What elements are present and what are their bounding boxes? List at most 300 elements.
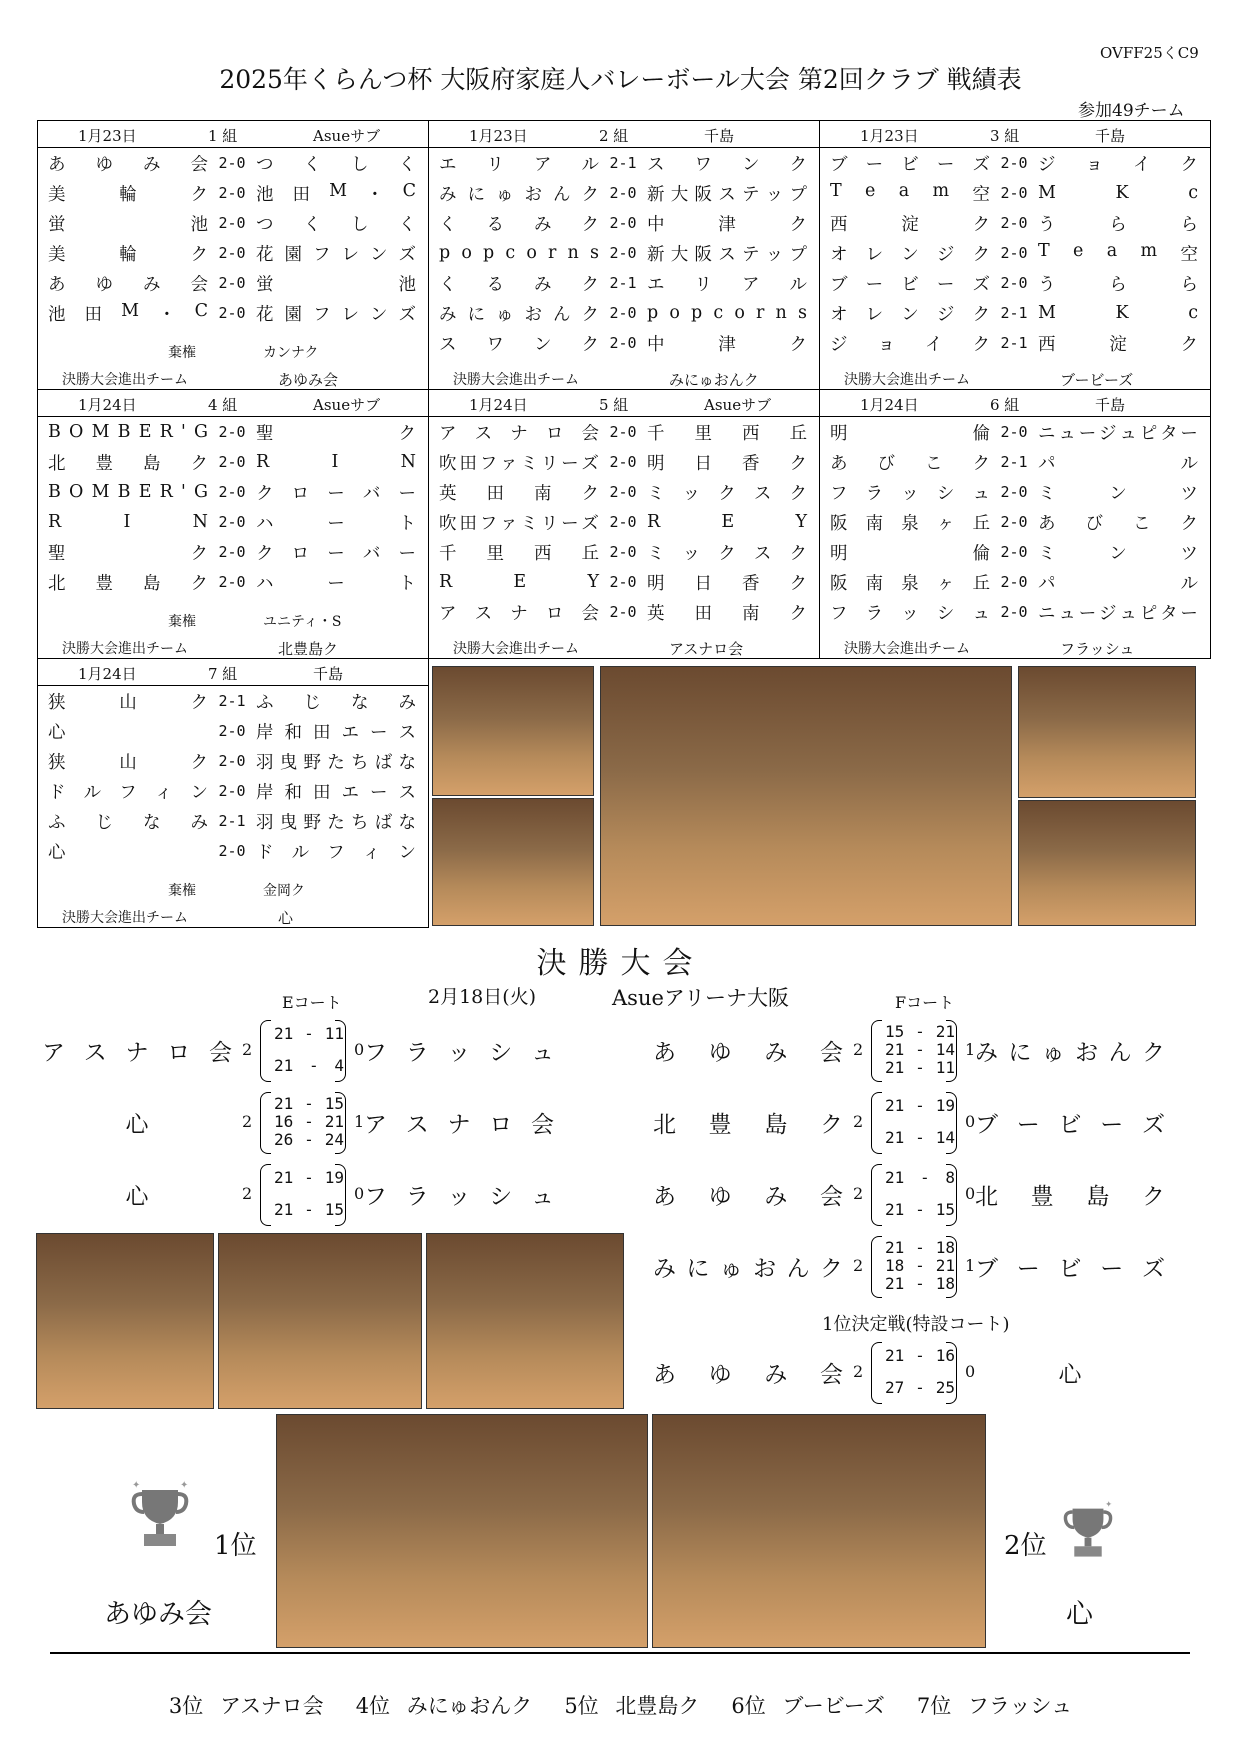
team-b: ド ル フ ィ ン [256,842,416,863]
final-match [653,1020,1213,1082]
set-scores [859,1342,969,1404]
forfeit-team: ユニティ・S [263,614,342,630]
final-team-b: フ ラ ッ シ ュ [364,1184,554,1210]
match-score: 2-0 [218,423,246,441]
second-team: 心 [1066,1599,1093,1630]
match-row [38,806,428,836]
divider [50,1652,1190,1654]
match-score: 2-0 [218,483,246,501]
team-a: ス ワ ン ク [439,334,599,355]
set-points-a: 18 [885,1256,905,1275]
set-points-a: 26 [274,1130,294,1149]
set-scores [859,1020,969,1082]
match-score: 2-0 [609,573,637,591]
set-score [885,1256,955,1275]
team-b: 岸 和 田 エ ー ス [256,722,416,743]
team-a: 明 倫 [830,423,990,444]
sets-won-a: 2 [853,1184,864,1203]
team-a: く る み ク [439,214,599,235]
final-team-a: 心 [125,1184,149,1210]
match-row [38,447,428,477]
group-cell-7 [38,659,429,928]
final-match [653,1092,1213,1154]
match-row [429,597,819,627]
advance-label: 決勝大会進出チーム [453,372,579,388]
group-header [38,121,428,148]
team-a: あ ゆ み 会 [48,154,208,175]
left-brace [260,1164,271,1226]
advance-label: 決勝大会進出チーム [453,641,579,657]
match-score: 2-0 [218,752,246,770]
match-score: 2-0 [1000,483,1028,501]
match-row [429,208,819,238]
match-score: 2-0 [609,543,637,561]
team-a: あ ゆ み 会 [48,274,208,295]
match-score: 2-0 [218,573,246,591]
group-cell-5 [429,390,820,659]
set-points-a: 21 [274,1168,294,1187]
set-score [274,1056,344,1075]
set-scores [859,1092,969,1154]
match-row [38,268,428,298]
team-b: ミ ッ ク ス ク [647,483,807,504]
match-row [820,507,1210,537]
set-scores [859,1236,969,1298]
team-a: 明 倫 [830,543,990,564]
final-team-b: ブ ー ビ ー ズ [975,1112,1165,1138]
set-points-b: 11 [935,1058,955,1077]
set-score [885,1238,955,1257]
team-b: パ ル [1038,453,1198,474]
team-b: 英 田 南 ク [647,603,807,624]
set-points-b: 14 [935,1128,955,1147]
group-venue: Asueサブ [313,396,381,414]
match-score: 2-0 [218,274,246,292]
team-a: ふ じ な み [48,812,208,833]
match-row [820,298,1210,328]
set-points-b: 18 [935,1274,955,1293]
team-b: 聖 ク [256,423,416,444]
set-points-a: 16 [274,1112,294,1131]
team-a: く る み ク [439,274,599,295]
team-a: 吹 田 フ ァ ミ リ ー ズ [439,513,599,534]
set-points-a: 21 [274,1094,294,1113]
set-points-b: 18 [935,1238,955,1257]
team-a: R I N [48,512,208,532]
sets-won-a: 2 [242,1040,253,1059]
forfeit-label: 棄権 [168,345,196,361]
match-photo [36,1233,214,1409]
set-points-b: 24 [324,1130,344,1149]
team-b: 新 大 阪 ス テ ッ プ [647,244,807,265]
match-score: 2-1 [1000,334,1028,352]
sets-won-a: 2 [242,1184,253,1203]
group-number: 6 組 [990,396,1020,414]
match-score: 2-0 [218,543,246,561]
advance-label: 決勝大会進出チーム [844,372,970,388]
group-venue: 千島 [704,127,735,145]
group-cell-1 [38,121,429,390]
match-row [38,537,428,567]
set-points-b: 15 [935,1200,955,1219]
match-row [820,477,1210,507]
set-score [885,1128,955,1147]
advance-team: あゆみ会 [278,371,339,389]
match-photo [1018,666,1196,798]
sets-won-b: 0 [965,1362,976,1381]
group-header [820,390,1210,417]
match-score: 2-0 [1000,573,1028,591]
team-b: ハ ー ト [256,573,416,594]
match-score: 2-0 [609,513,637,531]
rank-5: 5位 北豊島ク [564,1694,700,1718]
set-scores [859,1164,969,1226]
first-team: あゆみ会 [104,1599,212,1630]
set-dash: - [915,1128,925,1147]
match-row [38,836,428,866]
match-row [429,238,819,268]
final-team-a: あ ゆ み 会 [653,1362,843,1388]
match-row [820,208,1210,238]
match-score: 2-0 [609,423,637,441]
team-b: ハ ー ト [256,513,416,534]
advance-label: 決勝大会進出チーム [62,641,188,657]
group-cell-4 [38,390,429,659]
set-dash: - [915,1096,925,1115]
group-number: 1 組 [208,127,238,145]
match-score: 2-0 [609,453,637,471]
team-b: R I N [256,452,416,472]
set-dash: - [915,1378,925,1397]
left-brace [260,1092,271,1154]
match-row [38,567,428,597]
group-date: 1月24日 [78,665,137,683]
team-a: み に ゅ お ん ク [439,184,599,205]
match-row [38,507,428,537]
advance-team: ブービーズ [1060,371,1134,389]
match-row [429,537,819,567]
team-b: ク ロ ー バ ー [256,543,416,564]
group-table-row-2 [37,389,1211,659]
match-row [820,148,1210,178]
match-score: 2-0 [609,184,637,202]
match-row [820,447,1210,477]
team-b: 明 日 香 ク [647,573,807,594]
match-row [38,178,428,208]
match-row [429,178,819,208]
match-score: 2-0 [218,722,246,740]
team-b: う ら ら [1038,274,1198,295]
match-score: 2-1 [1000,453,1028,471]
team-a: ジ ョ イ ク [830,334,990,355]
team-a: フ ラ ッ シ ュ [830,483,990,504]
final-match [42,1020,602,1082]
team-a: ア ス ナ ロ 会 [439,423,599,444]
team-a: 阪 南 泉 ヶ 丘 [830,573,990,594]
team-b: 新 大 阪 ス テ ッ プ [647,184,807,205]
team-a: 北 豊 島 ク [48,573,208,594]
match-score: 2-0 [218,842,246,860]
playoff-label: 1位決定戦(特設コート) [822,1314,1010,1335]
sets-won-b: 1 [354,1112,365,1131]
group-number: 2 組 [599,127,629,145]
match-score: 2-0 [1000,603,1028,621]
sets-won-b: 0 [965,1184,976,1203]
team-b: ミ ン ツ [1038,483,1198,504]
advance-team: フラッシュ [1060,640,1135,658]
sets-won-a: 2 [853,1112,864,1131]
set-dash: - [308,1056,319,1075]
set-dash: - [304,1130,314,1149]
team-b: ニ ュ ー ジ ュ ピ タ ー [1038,423,1198,444]
runner-up-team-photo [652,1414,986,1648]
match-row [38,298,428,328]
team-b: ジ ョ イ ク [1038,154,1198,175]
match-score: 2-0 [218,154,246,172]
team-a: p o p c o r n s [439,243,599,263]
advance-team: みにゅおんク [669,371,759,389]
match-row [820,268,1210,298]
set-points-a: 21 [274,1200,294,1219]
match-row [820,567,1210,597]
match-score: 2-0 [1000,513,1028,531]
team-b: ニ ュ ー ジ ュ ピ タ ー [1038,603,1198,624]
final-team-a: 北 豊 島 ク [653,1112,843,1138]
match-score: 2-0 [609,304,637,322]
final-team-b: 北 豊 島 ク [975,1184,1165,1210]
trophy-icon [128,1480,192,1550]
rank-7: 7位 フラッシュ [916,1694,1073,1718]
team-a: ブ ー ビ ー ズ [830,274,990,295]
group-date: 1月24日 [860,396,919,414]
advance-team: アスナロ会 [669,640,744,658]
team-a: 狭 山 ク [48,752,208,773]
set-points-b: 21 [935,1022,955,1041]
final-team-a: 心 [125,1112,149,1138]
set-score [885,1022,955,1041]
rank-3: 3位 アスナロ会 [168,1694,324,1718]
left-brace [871,1164,882,1226]
participant-count: 参加49チーム [1078,101,1185,121]
set-score [885,1168,955,1187]
set-points-a: 21 [885,1238,905,1257]
group-number: 7 組 [208,665,238,683]
team-a: 狭 山 ク [48,692,208,713]
team-b: 羽 曳 野 た ち ば な [256,752,416,773]
group-date: 1月24日 [469,396,528,414]
left-brace [260,1020,271,1082]
match-row [38,208,428,238]
team-a: 蛍 池 [48,214,208,235]
group-venue: Asueサブ [704,396,772,414]
match-score: 2-0 [1000,154,1028,172]
set-points-b: 16 [935,1346,955,1365]
match-score: 2-0 [218,782,246,800]
match-score: 2-1 [218,812,246,830]
final-team-b: フ ラ ッ シ ュ [364,1040,554,1066]
set-points-a: 27 [885,1378,905,1397]
team-b: ス ワ ン ク [647,154,807,175]
match-row [38,417,428,447]
group-number: 4 組 [208,396,238,414]
team-a: B O M B E R ' G [48,422,208,442]
match-score: 2-0 [1000,244,1028,262]
champion-team-photo [276,1414,648,1648]
team-b: R E Y [647,512,807,532]
match-row [38,716,428,746]
match-row [820,537,1210,567]
set-score [885,1346,955,1365]
team-a: 心 [48,722,66,743]
team-b: 花 園 フ レ ン ズ [256,244,416,265]
match-photo [426,1233,624,1409]
match-row [820,328,1210,358]
match-score: 2-0 [218,214,246,232]
svg-text:✦: ✦ [180,1480,189,1491]
set-dash: - [304,1094,314,1113]
group-number: 5 組 [599,396,629,414]
group-header [429,121,819,148]
group-date: 1月24日 [78,396,137,414]
set-points-b: 21 [935,1256,955,1275]
set-points-a: 21 [885,1096,905,1115]
final-date: 2月18日(火) [428,986,537,1008]
set-dash: - [915,1274,925,1293]
set-dash: - [915,1022,925,1041]
team-a: 北 豊 島 ク [48,453,208,474]
set-points-b: 14 [935,1040,955,1059]
match-score: 2-1 [218,692,246,710]
set-points-b: 15 [324,1200,344,1219]
team-b: 羽 曳 野 た ち ば な [256,812,416,833]
group-date: 1月23日 [78,127,137,145]
group-header [429,390,819,417]
group-table-row-1 [37,120,1211,390]
team-a: フ ラ ッ シ ュ [830,603,990,624]
group-header [38,390,428,417]
set-points-a: 21 [885,1058,905,1077]
group-venue: Asueサブ [313,127,381,145]
team-b: p o p c o r n s [647,303,807,323]
sets-won-b: 1 [965,1256,976,1275]
group-header [38,659,428,686]
group-cell-3 [820,121,1211,390]
match-row [429,447,819,477]
set-points-b: 8 [945,1168,955,1187]
team-b: エ リ ア ル [647,274,807,295]
forfeit-label: 棄権 [168,883,196,899]
team-b: つ く し く [256,214,416,235]
final-team-a: ア ス ナ ロ 会 [42,1040,232,1066]
match-score: 2-0 [609,334,637,352]
other-rankings [0,1690,1241,1720]
team-a: 池 田 M ・ C [48,300,208,325]
set-points-b: 19 [324,1168,344,1187]
team-a: オ レ ン ジ ク [830,304,990,325]
group-cell-2 [429,121,820,390]
final-team-b: ア ス ナ ロ 会 [364,1112,554,1138]
svg-text:✦: ✦ [1105,1500,1113,1510]
team-b: ミ ッ ク ス ク [647,543,807,564]
team-a: ブ ー ビ ー ズ [830,154,990,175]
match-row [38,148,428,178]
team-a: R E Y [439,572,599,592]
group-venue: 千島 [1095,396,1126,414]
final-team-a: あ ゆ み 会 [653,1040,843,1066]
final-match [42,1164,602,1226]
team-b: 千 里 西 丘 [647,423,807,444]
match-score: 2-1 [609,274,637,292]
team-a: 阪 南 泉 ヶ 丘 [830,513,990,534]
match-row [820,238,1210,268]
match-row [38,477,428,507]
team-b: あ び こ ク [1038,513,1198,534]
match-score: 2-0 [1000,423,1028,441]
set-score [274,1112,344,1131]
sets-won-b: 0 [354,1184,365,1203]
team-b: T e a m 空 [1038,240,1198,265]
match-row [429,507,819,537]
match-score: 2-0 [609,214,637,232]
team-b: 西 淀 ク [1038,334,1198,355]
team-b: 中 津 ク [647,214,807,235]
team-b: つ く し く [256,154,416,175]
match-score: 2-0 [218,513,246,531]
forfeit-team: カンナク [263,345,319,361]
match-photo [218,1233,422,1409]
set-score [885,1058,955,1077]
set-points-b: 15 [324,1094,344,1113]
final-team-b: み に ゅ お ん ク [975,1040,1165,1066]
match-score: 2-0 [1000,274,1028,292]
match-row [429,567,819,597]
team-a: あ び こ ク [830,453,990,474]
sets-won-a: 2 [242,1112,253,1131]
match-row [38,776,428,806]
match-photo [432,666,594,796]
advance-label: 決勝大会進出チーム [844,641,970,657]
match-score: 2-1 [1000,304,1028,322]
court-e-label: Eコート [282,993,342,1012]
team-b: ク ロ ー バ ー [256,483,416,504]
set-points-a: 15 [885,1022,905,1041]
set-dash: - [915,1346,925,1365]
team-a: 千 里 西 丘 [439,543,599,564]
match-photo [432,798,594,926]
team-a: 英 田 南 ク [439,483,599,504]
match-score: 2-0 [609,483,637,501]
set-points-b: 21 [324,1112,344,1131]
set-points-a: 21 [885,1128,905,1147]
advance-label: 決勝大会進出チーム [62,372,188,388]
team-b: 中 津 ク [647,334,807,355]
group-date: 1月23日 [860,127,919,145]
team-b: ふ じ な み [256,692,416,713]
team-a: み に ゅ お ん ク [439,304,599,325]
team-b: 岸 和 田 エ ー ス [256,782,416,803]
set-dash: - [304,1112,314,1131]
arena-photo [600,666,1012,926]
set-points-a: 21 [885,1168,905,1187]
set-points-a: 21 [274,1056,294,1075]
match-row [429,477,819,507]
group-table-row-3 [37,658,429,928]
sets-won-b: 0 [354,1040,365,1059]
forfeit-label: 棄権 [168,614,196,630]
set-dash: - [915,1058,925,1077]
final-match [653,1342,1213,1404]
page-title: 2025年くらんつ杯 大阪府家庭人バレーボール大会 第2回クラブ 戦績表 [219,65,1022,94]
